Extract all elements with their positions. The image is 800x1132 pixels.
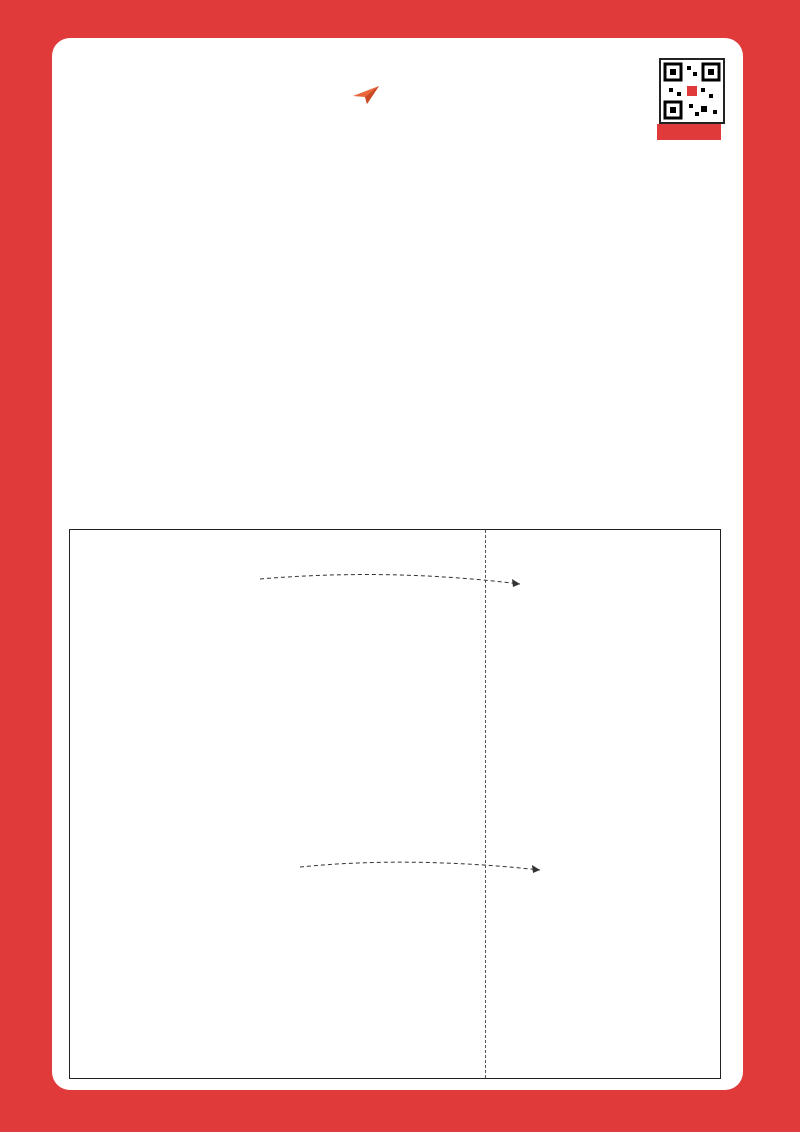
arrow-2-icon [300,862,540,870]
qr-code-icon[interactable] [659,58,725,124]
paper-plane-icon [353,86,379,104]
content-card [52,38,743,1090]
scan-button[interactable] [657,124,721,140]
sentences-heading [73,498,81,515]
arrow-1-head [512,579,520,587]
part-heading [353,86,385,104]
phrases-heading [409,294,417,311]
arrow-1-icon [260,575,520,584]
arrows [70,530,720,1078]
arrow-2-head [532,865,540,873]
dialog-box [69,529,721,1079]
vocab-heading [73,122,81,139]
